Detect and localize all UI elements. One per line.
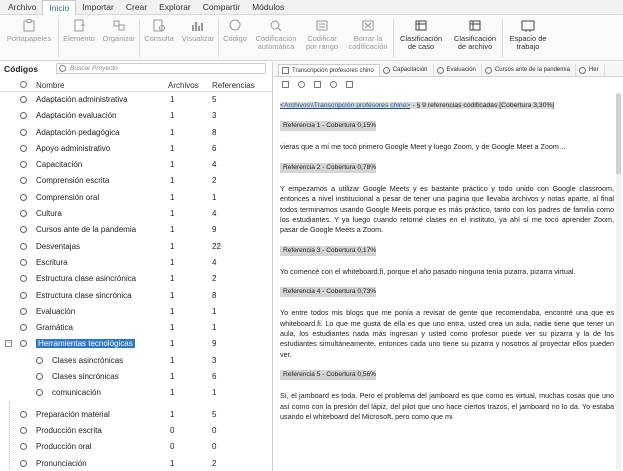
espacio-de-button[interactable] [503,15,553,61]
ribbon-button-label [103,35,136,43]
reference-text: Yo comencé con el whiteboard.fi, porque el año pasado ninguna tenía pizarra, pizarra virtual. [280,266,576,276]
code-name: Clases sincrónicas [52,372,119,382]
radio-icon[interactable] [20,292,27,299]
code-files-count: 1 [170,225,175,235]
radio-icon[interactable] [36,373,43,380]
table-row[interactable] [0,320,272,336]
code-references-count: 5 [212,95,217,104]
menu-tab-explorar[interactable]: Explorar [159,2,191,12]
code-references-count: 1 [212,388,217,398]
coded-references-document [280,97,614,469]
code-files-count: 1 [170,409,175,419]
code-name: Estructura clase asincrónica [36,274,137,284]
code-files-count: 1 [170,306,175,316]
consulta-button[interactable] [140,15,178,61]
radio-icon[interactable] [20,129,27,136]
codes-list [0,92,272,471]
table-row[interactable] [0,92,272,108]
code-name: Cursos ante de la pandemia [36,225,137,235]
grid-icon[interactable] [282,81,289,88]
code-references-count: 3 [212,355,217,365]
menu-tab-inicio[interactable]: Inicio [42,0,76,16]
detail-pane [274,62,623,471]
menu-tab-modulos[interactable]: Módulos [252,2,285,12]
table-row[interactable] [0,222,272,238]
document-tabs [274,62,623,77]
auto-code-icon [269,19,283,32]
code-files-count: 1 [170,388,175,398]
radio-icon[interactable] [20,177,27,184]
range-code-icon [315,19,329,32]
code-references-count: 2 [212,458,217,468]
collapse-icon[interactable]: − [6,340,11,347]
code-name: Adaptación evaluación [36,111,117,121]
reference-text: Sí, el jamboard es toda. Pero el problema del jamboard es que como es virtual, muchas cosas que uno así como con la presión del lápiz, del pilot que uno hace ciertos trazos, el jamboard no lo da. Yo estaba usando el whiteboard del Microsoft, pero como que mi [280,391,614,422]
table-row[interactable] [0,304,272,320]
code-name: Herramientas tecnológicas [38,339,133,349]
code-files-count: 1 [170,290,175,300]
radio-icon[interactable] [36,357,43,364]
radio-icon[interactable] [20,427,27,434]
ribbon-button-label [454,35,496,51]
organizar-button[interactable] [99,15,139,61]
table-row[interactable] [0,206,272,222]
search-icon [59,65,66,72]
label-line: Codificación [255,34,297,43]
tab-label: Evaluación [446,67,476,73]
label-line: Clasificación [453,34,497,43]
codes-column-header [0,78,272,92]
label-line: Borrar la [353,34,383,43]
menu-tab-crear[interactable]: Crear [125,2,148,12]
label-line: automática [257,42,295,51]
code-name: Preparación material [36,409,110,419]
label-line: Elemento [63,34,95,43]
table-row[interactable] [0,407,272,423]
borrar-la-button[interactable] [343,15,393,61]
table-row[interactable] [0,336,272,352]
code-references-count: 3 [212,111,217,121]
radio-icon[interactable] [36,389,43,396]
code-references-count: 2 [212,176,217,186]
code-references-count: 4 [212,209,217,219]
code-files-count: 1 [170,323,175,333]
table-row[interactable] [0,385,272,401]
code-name: Pronunciación [36,458,87,468]
ribbon-button-label [7,35,51,43]
radio-icon[interactable] [20,460,27,467]
radio-icon[interactable] [20,243,27,250]
label-line: Espacio de [509,34,547,43]
code-files-count: 1 [170,192,175,202]
tab-code-3[interactable] [482,64,576,76]
code-files-count: 1 [170,127,175,137]
code-references-count: 9 [212,339,217,349]
code-name: Desventajas [36,241,81,251]
code-name: Adaptación pedagógica [36,127,120,137]
table-row[interactable] [0,423,272,439]
code-name: Apoyo administrativo [36,143,111,153]
radio-icon[interactable] [20,210,27,217]
code-files-count: 1 [170,160,175,170]
query-icon [152,19,166,32]
label-line: trabajo [516,42,540,51]
code-files-count: 1 [170,339,175,349]
tab-code-2[interactable] [434,64,482,76]
code-node-icon [383,67,390,74]
codificacion-button[interactable] [251,15,301,61]
radio-icon[interactable] [20,259,27,266]
code-name: comunicación [52,388,101,398]
scrollbar-thumb[interactable] [616,94,621,174]
code-references-count: 0 [212,425,217,435]
ribbon-button-label [348,35,387,51]
table-row[interactable] [0,173,272,189]
code-files-count: 1 [170,274,175,284]
reference-header: Referencia 2 - Cobertura 0,78% [280,163,376,173]
codes-title: Códigos [4,63,38,74]
label-line: Visualizar [181,34,215,43]
workspace-icon [521,19,535,32]
detail-toolbar [274,77,623,91]
code-files-count: 1 [170,241,175,251]
tab-label: Capacitación [392,67,428,73]
code-name: Comprensión escrita [36,176,110,186]
ribbon-button-label [509,35,546,51]
table-row[interactable] [0,125,272,141]
radio-icon[interactable] [20,324,27,331]
code-files-count: 1 [170,355,175,365]
table-row[interactable] [0,141,272,157]
tab-document[interactable] [278,64,380,76]
tab-label: Cursos ante de la pandemia [494,67,570,73]
table-row[interactable] [0,157,272,173]
reference-block [280,236,614,277]
code-references-count: 1 [212,323,217,333]
code-files-count: 1 [170,143,175,153]
code-icon [228,19,242,32]
table-row[interactable] [0,439,272,455]
table-row[interactable] [0,190,272,206]
radio-icon[interactable] [20,226,27,233]
code-node-icon [579,67,586,74]
table-row[interactable] [0,108,272,124]
code-files-count: 0 [170,442,175,452]
label-line: Consulta [144,34,174,43]
code-files-count: 1 [170,458,175,468]
code-files-count: 1 [170,111,175,121]
case-class-icon [414,19,428,32]
radio-icon[interactable] [20,96,27,103]
ribbon-button-label [256,35,297,51]
code-node-icon [437,67,444,74]
document-icon [282,67,289,74]
code-references-count: 6 [212,143,217,153]
ribbon-button-label [144,35,174,43]
reference-block [280,111,614,152]
menu-bar [0,0,623,15]
code-name: Escritura [36,257,68,267]
table-row[interactable] [0,239,272,255]
radio-icon[interactable] [20,443,27,450]
tab-label: Transcripción profesores chino [292,67,374,74]
ribbon-toolbar [0,15,623,61]
label-line: Codificar [307,34,337,43]
code-references-count: 4 [212,257,217,267]
tab-code-4[interactable] [576,64,605,76]
radio-icon[interactable] [20,275,27,282]
codificar-button[interactable] [301,15,343,61]
search-input[interactable] [56,63,266,74]
chart-icon [191,19,205,32]
code-name: Adaptación administrativa [36,95,128,104]
reference-block [280,360,614,422]
code-references-count: 8 [212,127,217,137]
label-line: codificación [348,42,388,51]
tab-code-1[interactable] [380,64,434,76]
reference-header: Referencia 1 - Cobertura 0,15% [280,121,376,131]
highlight-icon[interactable] [298,81,305,88]
code-name: Comprensión oral [36,192,100,202]
reference-header: Referencia 3 - Cobertura 0,17% [280,246,376,256]
reference-header: Referencia 5 - Cobertura 0,56% [280,370,376,380]
tree-guide-line [9,402,10,471]
list-icon[interactable] [346,81,353,88]
table-row[interactable] [0,271,272,287]
reference-block [280,277,614,360]
radio-icon[interactable] [20,308,27,315]
code-references-count: 2 [212,274,217,284]
code-files-count: 1 [170,372,175,382]
code-name: Clases asincrónicas [52,355,124,365]
uncode-icon [361,19,375,32]
radio-icon[interactable] [20,340,27,347]
code-files-count: 0 [170,425,175,435]
label-line: de archivo [457,42,493,51]
source-file-link[interactable]: <Archivos\\Transcripción profesores chino> [280,102,411,109]
code-references-count: 8 [212,290,217,300]
code-name: Evaluación [36,306,76,316]
reference-header: Referencia 4 - Cobertura 0,73% [280,287,376,297]
label-line: Portapapeles [6,34,52,43]
elemento-button[interactable] [59,15,99,61]
document-header [280,101,614,111]
code-files-count: 1 [170,209,175,219]
visualizar-button[interactable] [178,15,218,61]
ribbon-button-label [63,35,95,43]
tab-label: Her [588,67,599,73]
clasificacion-button[interactable] [448,15,502,61]
radio-icon[interactable] [20,112,27,119]
codes-header [0,62,272,75]
reference-text: Y empezamos a utilizar Google Meets y es bastante práctico y todo unido con Google classroom, entonces a nivel institucional a pesar de tener una pagina que llevaba archivos y notas aparte, al final todos terminamos usando Google Meets porque es más práctico, tanto con los padres de familia como los estudiantes. Y ya luego cuando retorné clases en el instituto, ya ahí sí me tocó aprender Zoom, pasar de Google Meets a Zoom. [280,183,614,235]
element-icon [72,19,86,32]
code-references-count: 4 [212,160,217,170]
radio-icon[interactable] [20,194,27,201]
clipboard-icon [22,19,36,32]
ribbon-button-label [223,35,247,43]
radio-icon[interactable] [20,161,27,168]
column-name[interactable]: Nombre [36,81,65,90]
label-line: Clasificación [399,34,443,43]
code-name: Cultura [36,209,62,219]
column-files[interactable]: Archivos [168,81,199,90]
search-placeholder: Buscar Proyecto [70,65,118,72]
reference-text: vieras que a mí me tocó primero Google Meet y luego Zoom, y de Google Meet a Zoom… [280,142,567,152]
label-line: Organizar [102,34,136,43]
select-all-radio-icon[interactable] [20,81,27,88]
code-name: Capacitación [36,160,83,170]
code-name: Estructura clase sincrónica [36,290,132,300]
ribbon-button-label [306,35,338,51]
radio-icon[interactable] [20,145,27,152]
table-row[interactable] [0,255,272,271]
reference-block [280,153,614,236]
clasificacion-button[interactable] [394,15,448,61]
code-references-count: 0 [212,442,217,452]
reference-count: - § 9 referencias codificadas [Cobertura 3,30%] [410,102,555,109]
menu-tab-importar[interactable]: Importar [82,2,114,12]
codes-pane [0,62,273,471]
code-files-count: 1 [170,95,175,104]
code-name: Producción oral [36,442,92,452]
codigo-button[interactable] [219,15,251,61]
pen-icon[interactable] [314,81,321,88]
table-row[interactable] [0,369,272,385]
code-name: Gramática [36,323,73,333]
column-references[interactable]: Referencias [212,81,255,90]
ribbon-button-label [182,35,214,43]
detail-scrollbar[interactable] [616,92,621,470]
reference-text: Yo entre todos mis blogs que me ponía a revisar de gente que recomendaba, encontré una que es whiteboard.fi. Lo que me gusta de ella es que uno entra, usted crea un aula, nadie tiene que tener un aula, los estudiantes nada más ingresan y usted como profesor puede ver su pizarra y la de los estudiantes simultáneamente, entonces cada uno tiene su pizarra y nosotros al proyectar ellos pueden ver. [280,308,614,359]
menu-tab-archivo[interactable]: Archivo [8,2,37,12]
code-node-icon [485,67,492,74]
settings-icon[interactable] [330,81,337,88]
table-row[interactable] [0,288,272,304]
radio-icon[interactable] [20,411,27,418]
table-row[interactable] [0,353,272,369]
file-class-icon [468,19,482,32]
code-references-count: 1 [212,306,217,316]
label-line: Código [223,34,247,43]
code-references-count: 6 [212,372,217,382]
code-files-count: 1 [170,176,175,186]
code-references-count: 22 [212,241,221,251]
table-row[interactable] [0,456,272,471]
code-name: Producción escrita [36,425,102,435]
code-references-count: 1 [212,192,217,202]
code-files-count: 1 [170,257,175,267]
menu-tab-compartir[interactable]: Compartir [202,2,241,12]
code-references-count: 5 [212,409,217,419]
portapapeles-button[interactable] [0,15,58,61]
label-line: por rango [305,42,339,51]
label-line: de caso [407,42,435,51]
code-references-count: 9 [212,225,217,235]
organize-icon [112,19,126,32]
ribbon-button-label [400,35,442,51]
